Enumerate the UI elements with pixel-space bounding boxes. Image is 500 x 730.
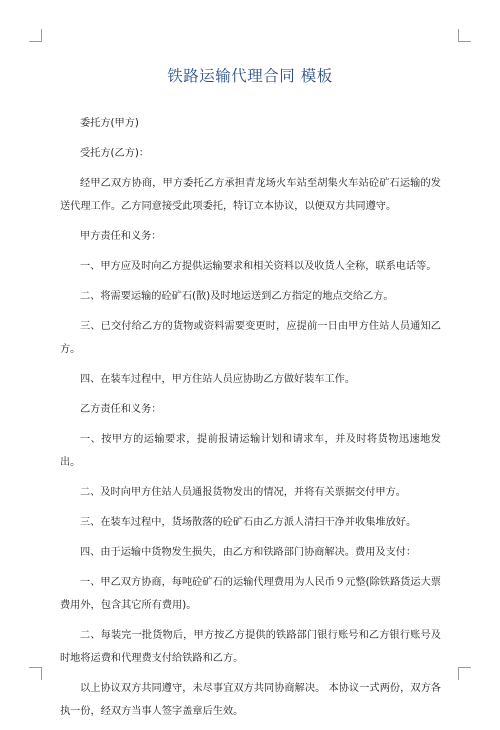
payment-clause-2: 二、每装完一批货物后，甲方按乙方提供的铁路部门银行账号和乙方银行账号及时地将运费和代理费支付给铁路和乙方。 [60, 630, 441, 664]
crop-mark-bottom-right [458, 667, 471, 680]
heading-party-a-duties: 甲方责任和义务： [80, 231, 162, 242]
party-a-clause-2: 二、将需要运输的砼矿石(散)及时地运送到乙方指定的地点交给乙方。 [80, 291, 394, 302]
party-b-clause-3: 三、在装车过程中，货场散落的砼矿石由乙方派人清扫干净并收集堆放好。 [80, 517, 417, 528]
party-b-clause-4: 四、由于运输中货物发生损失，由乙方和铁路部门协商解决。费用及支付： [80, 547, 417, 558]
crop-mark-bottom-left [29, 667, 42, 680]
crop-mark-top-left [29, 29, 42, 42]
party-a-clause-1: 一、甲方应及时向乙方提供运输要求和相关资料以及收货人全称，联系电话等。 [80, 261, 437, 272]
heading-party-b-duties: 乙方责任和义务： [80, 404, 162, 415]
paragraph-principal: 委托方(甲方) [80, 118, 139, 129]
payment-clause-1: 一、甲乙双方协商，每吨砼矿石的运输代理费用为人民币９元整(除铁路货运大票费用外，包含其它所有费用)。 [60, 577, 441, 611]
party-a-clause-4: 四、在装车过程中，甲方住站人员应协助乙方做好装车工作。 [80, 374, 356, 385]
paragraph-preamble: 经甲乙双方协商，甲方委托乙方承担青龙场火车站至胡集火车站砼矿石运输的发送代理工作。乙方同意接受此项委托，特订立本协议，以便双方共同遵守。 [60, 178, 441, 212]
document-title: 铁路运输代理合同 模板 [167, 67, 333, 85]
party-a-clause-3: 三、已交付给乙方的货物或资料需要变更时，应提前一日由甲方住站人员通知乙方。 [60, 321, 441, 355]
paragraph-agent: 受托方(乙方)： [80, 148, 150, 159]
crop-mark-top-right [458, 29, 471, 42]
party-b-clause-1: 一、按甲方的运输要求，提前报请运输计划和请求车，并及时将货物迅速地发出。 [60, 434, 441, 468]
party-b-clause-2: 二、及时向甲方住站人员通报货物发出的情况，并将有关票据交付甲方。 [80, 487, 406, 498]
document-body [60, 112, 441, 730]
closing-paragraph: 以上协议双方共同遵守，未尽事宜双方共同协商解决。 本协议一式两份，双方各执一份，经双方当事人签字盖章后生效。 [60, 683, 441, 717]
